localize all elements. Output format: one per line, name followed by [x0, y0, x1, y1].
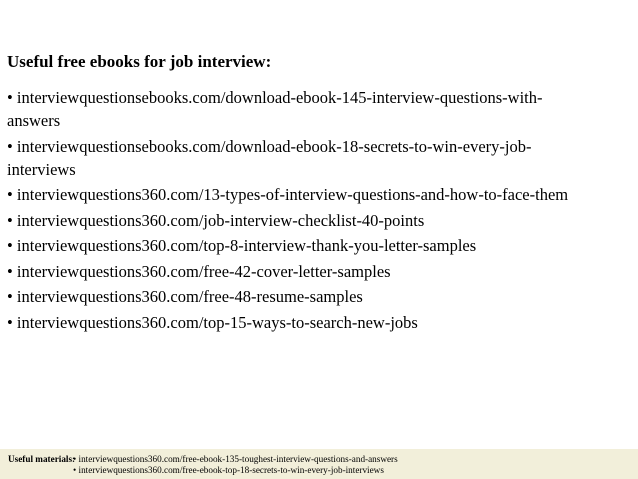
list-item-text-continued: interviews	[7, 159, 76, 179]
footer-bar	[0, 449, 638, 479]
ebook-list	[7, 86, 622, 336]
list-item-text: • interviewquestions360.com/free-48-resume-samples	[7, 287, 363, 306]
list-item[interactable]	[7, 86, 622, 132]
list-item[interactable]	[7, 260, 622, 283]
list-item[interactable]	[7, 135, 622, 181]
footer-label: Useful materials:	[8, 454, 76, 464]
list-item-text: • interviewquestions360.com/top-8-interview-thank-you-letter-samples	[7, 236, 477, 255]
footer-link[interactable]: • interviewquestions360.com/free-ebook-135-toughest-interview-questions-and-answers	[73, 454, 398, 464]
list-item[interactable]	[7, 234, 622, 257]
list-item[interactable]	[7, 183, 622, 206]
list-item-text: • interviewquestions360.com/job-interview-checklist-40-points	[7, 210, 425, 230]
list-item[interactable]	[7, 285, 622, 308]
list-item-text: • interviewquestions360.com/free-42-cover-letter-samples	[7, 261, 391, 281]
list-item-text: • interviewquestionsebooks.com/download-ebook-18-secrets-to-win-every-job-	[7, 136, 532, 156]
list-item-text: • interviewquestions360.com/13-types-of-interview-questions-and-how-to-face-them	[7, 185, 569, 204]
list-item-text: • interviewquestions360.com/top-15-ways-to-search-new-jobs	[7, 312, 418, 332]
list-item-text-continued: answers	[7, 111, 61, 130]
list-item[interactable]	[7, 209, 622, 232]
page-title: Useful free ebooks for job interview:	[7, 52, 272, 71]
footer-link[interactable]: • interviewquestions360.com/free-ebook-top-18-secrets-to-win-every-job-interviews	[73, 465, 384, 475]
list-item-text: • interviewquestionsebooks.com/download-ebook-145-interview-questions-with-	[7, 88, 543, 107]
list-item[interactable]	[7, 311, 622, 334]
